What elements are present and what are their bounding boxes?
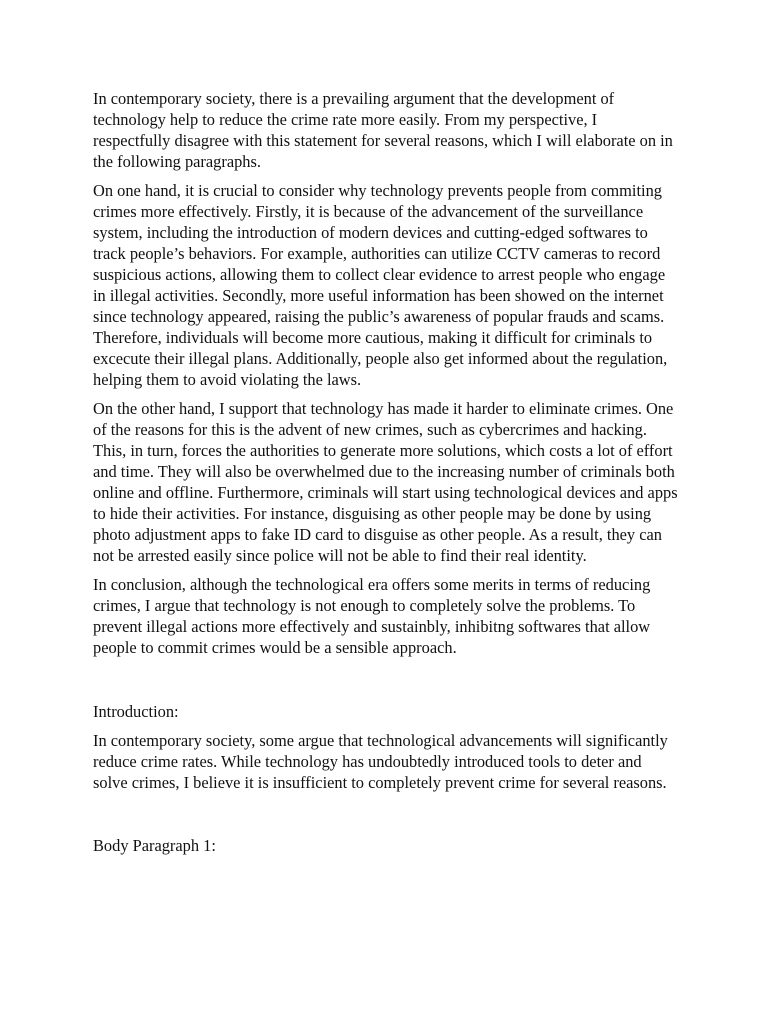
document-page — [93, 88, 678, 856]
introduction-paragraph: In contemporary society, some argue that technological advancements will significantly reduce crime rates. While technology has undoubtedly introduced tools to deter and solve crimes, I believe it is insufficient to completely prevent crime for several reasons. — [93, 731, 668, 792]
essay-body-paragraph-1: On one hand, it is crucial to consider why technology prevents people from commiting crimes more effectively. Firstly, it is because of the advancement of the surveillance system, including the introduction of modern devices and cutting-edged softwares to track people’s behaviors. For example, authorities can utilize CCTV cameras to record suspicious actions, allowing them to collect clear evidence to arrest people who engage in illegal activities. Secondly, more useful information has been showed on the internet since technology appeared, raising the public’s awareness of popular frauds and scams. Therefore, individuals will become more cautious, making it difficult for criminals to excecute their illegal plans. Additionally, people also get informed about the regulation, helping them to avoid violating the laws. — [93, 181, 668, 389]
essay-body-paragraph-2: On the other hand, I support that technology has made it harder to eliminate crimes. One of the reasons for this is the advent of new crimes, such as cybercrimes and hacking. This, in turn, forces the authorities to generate more solutions, which costs a lot of effort and time. They will also be overwhelmed due to the increasing number of criminals both online and offline. Furthermore, criminals will start using technological devices and apps to hide their activities. For instance, disguising as other people may be done by using photo adjustment apps to fake ID card to disguise as other people. As a result, they can not be arrested easily since police will not be able to find their real identity. — [93, 399, 678, 565]
essay-conclusion-paragraph: In conclusion, although the technological era offers some merits in terms of reducing crimes, I argue that technology is not enough to completely solve the problems. To prevent illegal actions more effectively and sustainbly, inhibitng softwares that allow people to commit crimes would be a sensible approach. — [93, 575, 651, 657]
essay-intro-paragraph: In contemporary society, there is a prevailing argument that the development of technology help to reduce the crime rate more easily. From my perspective, I respectfully disagree with this statement for several reasons, which I will elaborate on in the following paragraphs. — [93, 89, 673, 171]
body-paragraph-1-heading: Body Paragraph 1: — [93, 836, 216, 855]
introduction-heading: Introduction: — [93, 702, 179, 721]
